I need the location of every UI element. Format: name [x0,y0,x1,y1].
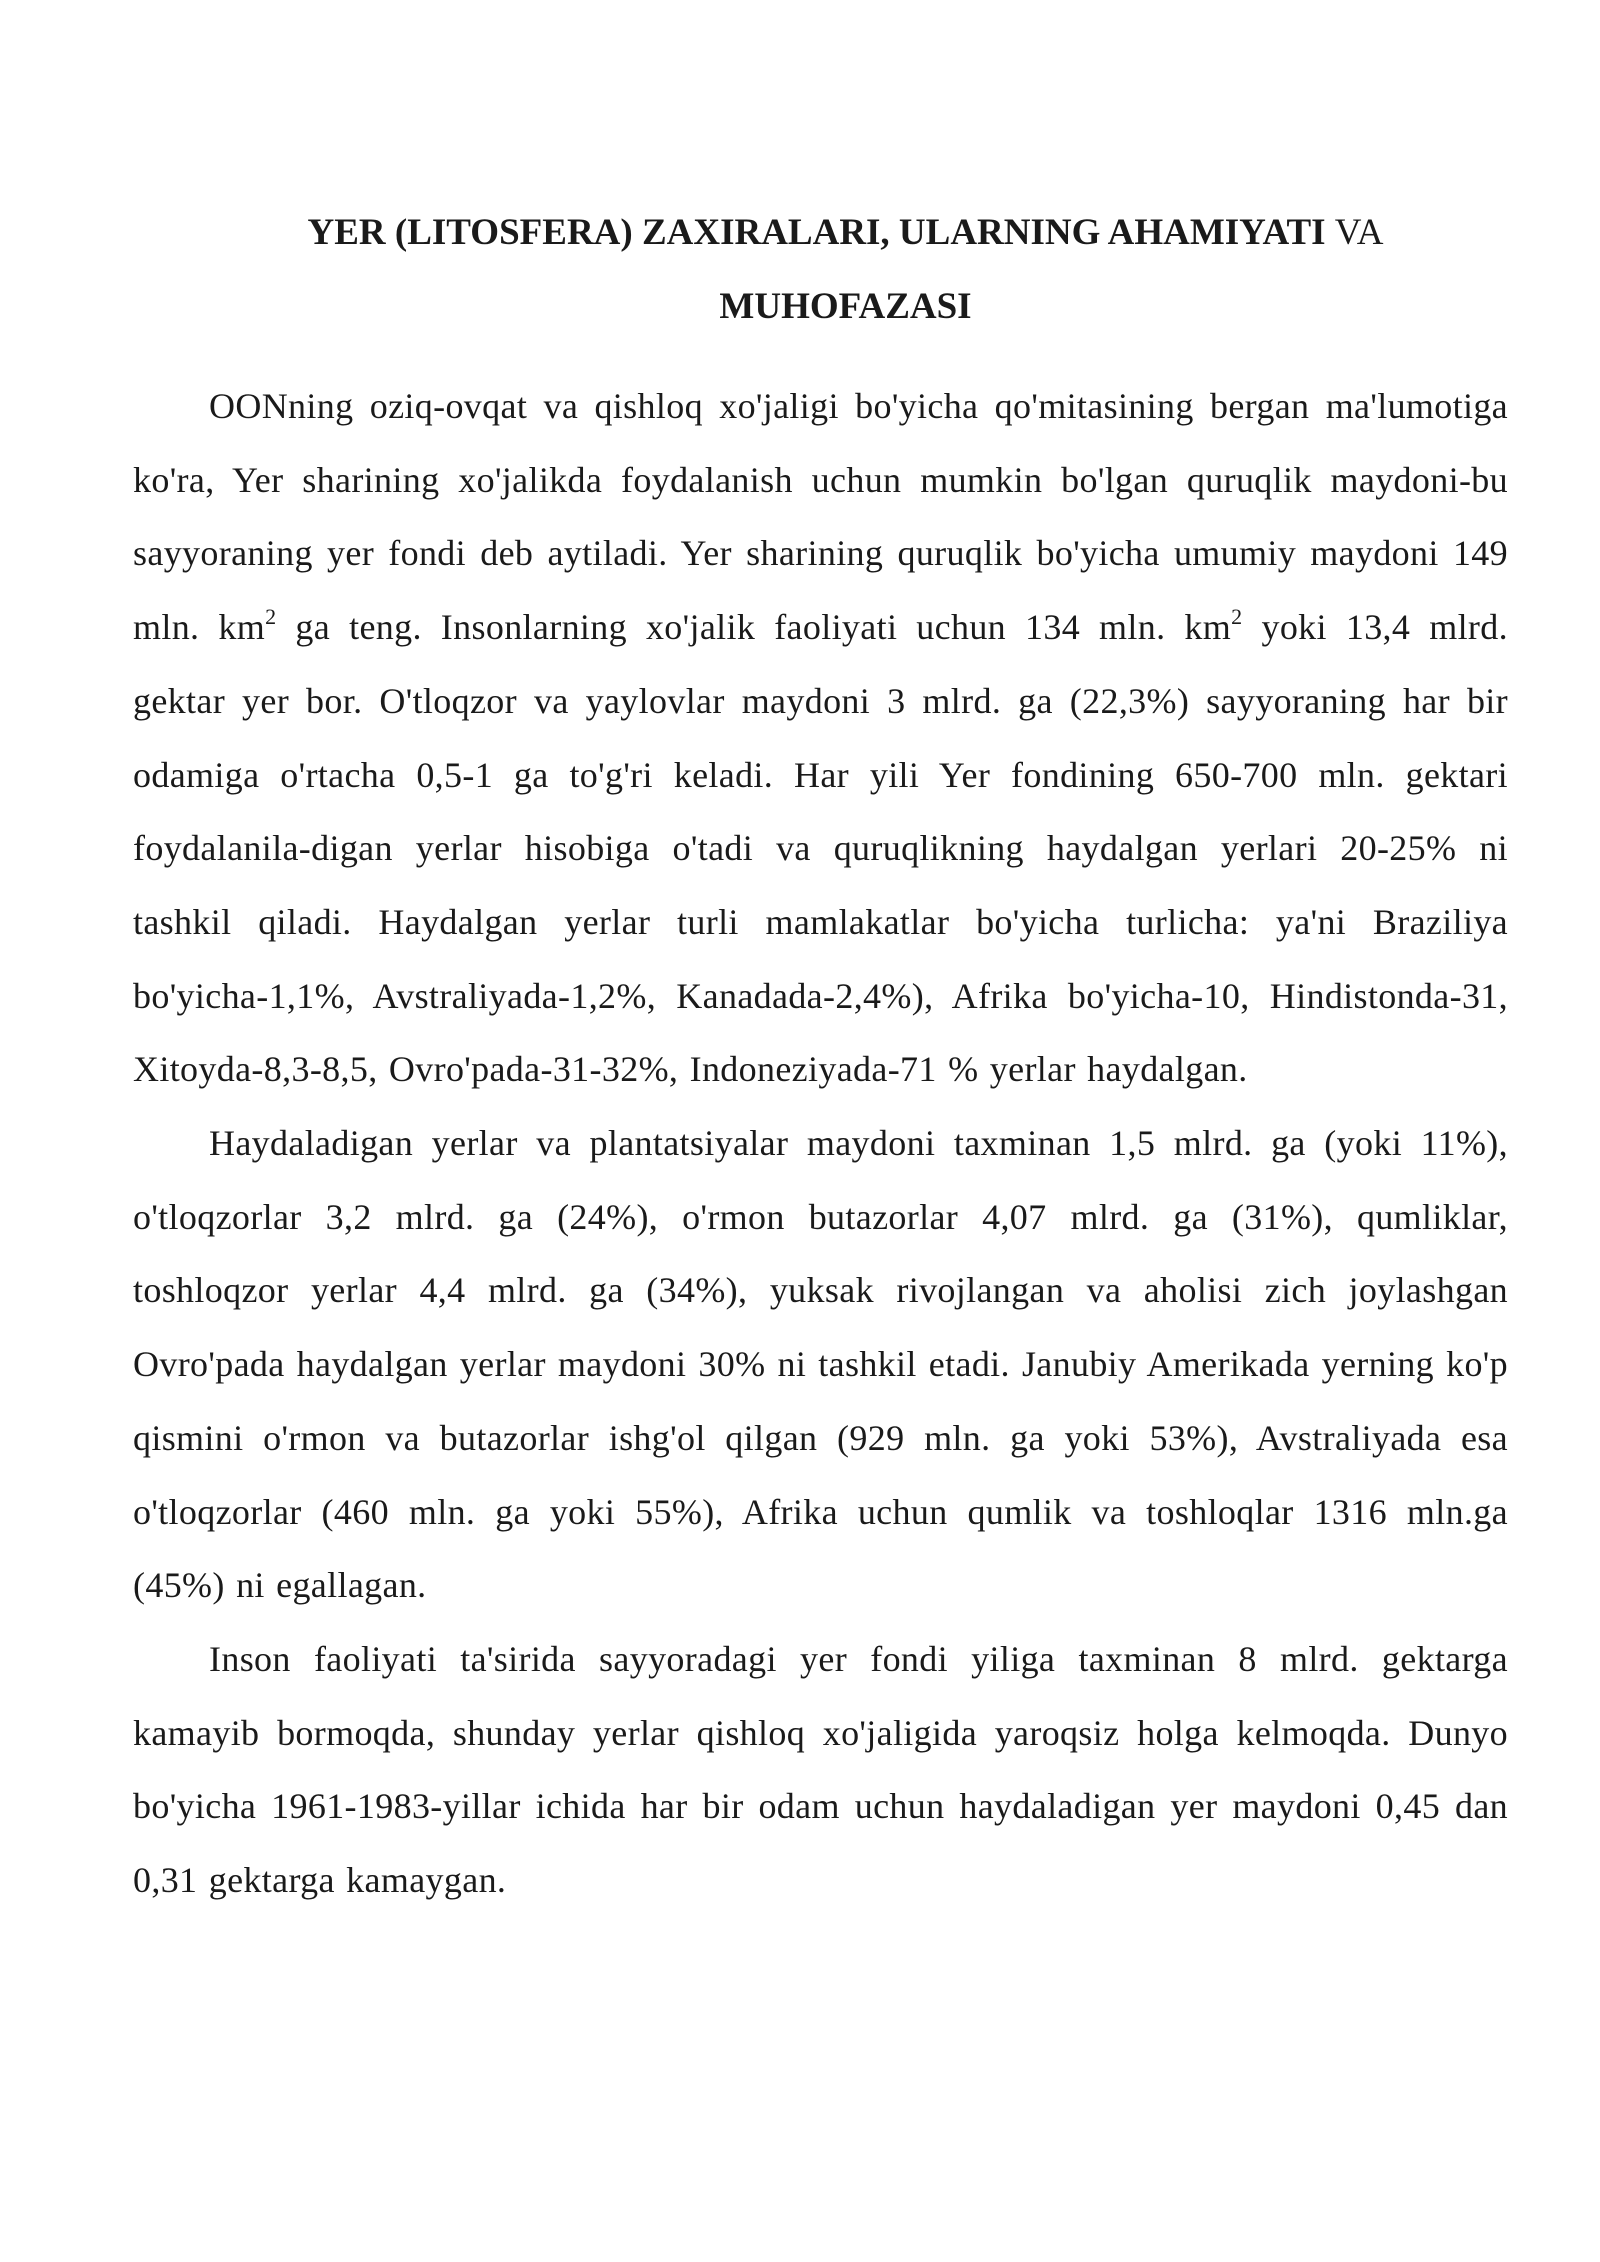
paragraph-1-part-a: OONning oziq-ovqat va qishloq xo'jaligi bo'yicha qo'mitasining bergan ma'lumotiga ko'ra, Yer sharining xo'jalikda foydalanish uchun mumkin bo'lgan quruqlik maydoni-bu sayyoraning yer fondi deb aytiladi. Yer sharining quruqlik bo'yicha umumiy maydoni 149 mln. km [133,386,1508,648]
superscript-squared: 2 [265,604,277,630]
paragraph-1 [133,370,1508,1107]
title-va: VA [1334,212,1384,253]
document-title [133,196,1508,344]
document-page [133,196,1508,1918]
title-line-2: MUHOFAZASI [719,286,972,327]
paragraph-2: Haydaladigan yerlar va plantatsiyalar maydoni taxminan 1,5 mlrd. ga (yoki 11%), o'tloqzorlar 3,2 mlrd. ga (24%), o'rmon butazorlar 4,07 mlrd. ga (31%), qumliklar, toshloqzor yerlar 4,4 mlrd. ga (34%), yuksak rivojlangan va aholisi zich joylashgan Ovro'pada haydalgan yerlar maydoni 30% ni tashkil etadi. Janubiy Amerikada yerning ko'p qismini o'rmon va butazorlar ishg'ol qilgan (929 mln. ga yoki 53%), Avstraliyada esa o'tloqzorlar (460 mln. ga yoki 55%), Afrika uchun qumlik va toshloqlar 1316 mln.ga (45%) ni egallagan. [133,1123,1508,1606]
paragraph-3: Inson faoliyati ta'sirida sayyoradagi yer fondi yiliga taxminan 8 mlrd. gektarga kamayib bormoqda, shunday yerlar qishloq xo'jaligida yaroqsiz holga kelmoqda. Dunyo bo'yicha 1961-1983-yillar ichida har bir odam uchun haydaladigan yer maydoni 0,45 dan 0,31 gektarga kamaygan. [133,1638,1508,1901]
title-main: YER (LITOSFERA) ZAXIRALARI, ULARNING AHAMIYATI [307,212,1326,253]
paragraph-1-part-c: yoki 13,4 mlrd. gektar yer bor. O'tloqzor va yaylovlar maydoni 3 mlrd. ga (22,3%) sayyoraning har bir odamiga o'rtacha 0,5-1 ga to'g'ri keladi. Har yili Yer fondining 650-700 mln. gektari foydalanila-digan yerlar hisobiga o'tadi va quruqlikning haydalgan yerlari 20-25% ni tashkil qiladi. Haydalgan yerlar turli mamlakatlar bo'yicha turlicha: ya'ni Braziliya bo'yicha-1,1%, Avstraliyada-1,2%, Kanadada-2,4%), Afrika bo'yicha-10, Hindistonda-31, Xitoyda-8,3-8,5, Ovro'pada-31-32%, Indoneziyada-71 % yerlar haydalgan. [133,607,1508,1090]
superscript-squared: 2 [1231,604,1243,630]
paragraph-1-part-b: ga teng. Insonlarning xo'jalik faoliyati uchun 134 mln. km [276,607,1232,648]
